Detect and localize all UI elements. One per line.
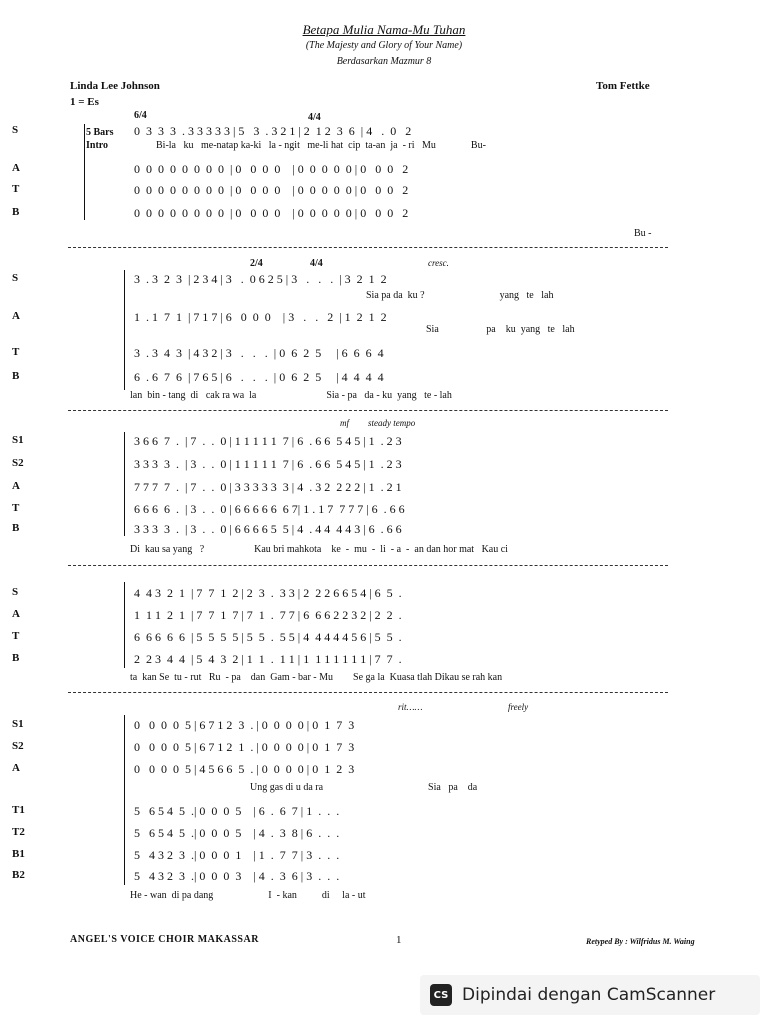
voice-label: B1: [12, 848, 25, 860]
voice-label: T: [12, 630, 20, 642]
lyricist: Linda Lee Johnson: [70, 80, 160, 92]
song-title: Betapa Mulia Nama-Mu Tuhan: [302, 22, 466, 37]
camscanner-logo-icon: CS: [430, 984, 452, 1006]
lyric-line: Ung gas di u da ra Sia pa da: [250, 782, 478, 793]
notes-line: 6 6 6 6 . | 3 . . 0 | 6 6 6 6 6 6 7| 1 . 1 7 7 7 7 | 6 . 6 6: [134, 502, 405, 516]
notes-line: 3 6 6 7 . | 7 . . 0 | 1 1 1 1 1 7 | 6 . 6 6 5 4 5 | 1 . 2 3: [134, 434, 402, 448]
system-bar: [84, 124, 85, 220]
voice-label: S1: [12, 718, 24, 730]
notes-line: 5 4 3 2 3 .| 0 0 0 1 | 1 . 7 7 | 3 . . .: [134, 848, 340, 862]
lyric-line: Bu -: [634, 228, 652, 239]
notes-line: 4 4 3 2 1 | 7 7 1 2 | 2 3 . 3 3 | 2 2 2 6 6 5 4 | 6 5 .: [134, 586, 402, 600]
system-bar: [124, 715, 125, 885]
notes-line: 7 7 7 7 . | 7 . . 0 | 3 3 3 3 3 3 | 4 . 3 2 2 2 2 | 1 . 2 1: [134, 480, 402, 494]
notes-line: 0 0 0 0 0 0 0 0 | 0 0 0 0 | 0 0 0 0 0 | 0 0 0 2: [134, 206, 409, 220]
notes-line: 3 3 3 3 . | 3 . . 0 | 6 6 6 6 5 5 | 4 . 4 4 4 4 3 | 6 . 6 6: [134, 522, 402, 536]
voice-label: S: [12, 272, 19, 284]
time-signature-2: 4/4: [310, 258, 323, 269]
voice-label: T1: [12, 804, 25, 816]
time-signature-2: 4/4: [308, 112, 321, 123]
voice-label: A: [12, 480, 20, 492]
notes-line: 5 6 5 4 5 .| 0 0 0 5 | 4 . 3 8 | 6 . . .: [134, 826, 340, 840]
lyric-line: Sia pa da ku ? yang te lah: [366, 290, 554, 301]
notes-line: 5 6 5 4 5 .| 0 0 0 5 | 6 . 6 7 | 1 . . .: [134, 804, 340, 818]
separator: [68, 692, 668, 693]
page-number: 1: [396, 934, 402, 946]
notes-line: 0 0 0 0 5 | 6 7 1 2 3 . | 0 0 0 0 | 0 1 7 3: [134, 718, 355, 732]
retyped-by: Retyped By : Wilfridus M. Waing: [586, 937, 695, 946]
voice-label: B: [12, 522, 20, 534]
system-bar: [124, 270, 125, 390]
lyric-line: Di kau sa yang ? Kau bri mahkota ke - mu - li - a - an dan hor mat Kau ci: [130, 544, 508, 555]
separator: [68, 247, 668, 248]
key-signature: 1 = Es: [70, 96, 99, 108]
notes-line: 1 1 1 2 1 | 7 7 1 7 | 7 1 . 7 7 | 6 6 6 2 2 3 2 | 2 2 .: [134, 608, 402, 622]
notes-line: 3 . 3 2 3 | 2 3 4 | 3 . 0 6 2 5 | 3 . . . | 3 2 1 2: [134, 272, 387, 286]
notes-line: 6 6 6 6 6 | 5 5 5 5 | 5 5 . 5 5 | 4 4 4 4 4 5 6 | 5 5 .: [134, 630, 402, 644]
separator: [68, 565, 668, 566]
notes-line: 6 . 6 7 6 | 7 6 5 | 6 . . . | 0 6 2 5 | 4 4 4 4: [134, 370, 384, 384]
voice-label: T: [12, 183, 20, 195]
camscanner-badge: [420, 975, 760, 1015]
lyric-line: ta kan Se tu - rut Ru - pa dan Gam - bar - Mu Se ga la Kuasa tlah Dikau se rah kan: [130, 672, 503, 683]
notes-line: 1 . 1 7 1 | 7 1 7 | 6 0 0 0 | 3 . . 2 | 1 2 1 2: [134, 310, 387, 324]
voice-label: A: [12, 162, 20, 174]
lyric-line: lan bin - tang di cak ra wa la Sia - pa da - ku yang te - lah: [130, 390, 452, 401]
cresc-mark: cresc.: [428, 258, 449, 268]
based-on: Berdasarkan Mazmur 8: [336, 56, 432, 67]
voice-label: T: [12, 502, 20, 514]
time-signature-1: 2/4: [250, 258, 263, 269]
song-subtitle: (The Majesty and Glory of Your Name): [305, 40, 463, 51]
voice-label: S2: [12, 457, 24, 469]
time-signature-1: 6/4: [134, 110, 147, 121]
lyric-line: Bi-la ku me-natap ka-ki la - ngit me-li hat cip ta-an ja - ri Mu Bu-: [156, 140, 486, 151]
voice-label: S: [12, 586, 19, 598]
intro-label: 5 Bars Intro: [86, 127, 114, 151]
notes-line: 0 0 0 0 0 0 0 0 | 0 0 0 0 | 0 0 0 0 0 | 0 0 0 2: [134, 183, 409, 197]
voice-label: T: [12, 346, 20, 358]
voice-label: B2: [12, 869, 25, 881]
notes-line: 5 4 3 2 3 .| 0 0 0 3 | 4 . 3 6 | 3 . . .: [134, 869, 340, 883]
choir-name: ANGEL'S VOICE CHOIR MAKASSAR: [70, 934, 259, 945]
notes-line: 0 0 0 0 5 | 4 5 6 6 5 . | 0 0 0 0 | 0 1 2 3: [134, 762, 355, 776]
voice-label: S1: [12, 434, 24, 446]
lyric-line: He - wan di pa dang I - kan di la - ut: [130, 890, 366, 901]
separator: [68, 410, 668, 411]
lyric-line: Sia pa ku yang te lah: [426, 324, 575, 335]
system-bar: [124, 432, 125, 536]
voice-label: T2: [12, 826, 25, 838]
notes-line: 2 2 3 4 4 | 5 4 3 2 | 1 1 . 1 1 | 1 1 1 1 1 1 1 | 7 7 .: [134, 652, 402, 666]
voice-label: A: [12, 310, 20, 322]
voice-label: A: [12, 762, 20, 774]
freely-mark: freely: [508, 702, 529, 712]
notes-line: 3 . 3 4 3 | 4 3 2 | 3 . . . | 0 6 2 5 | 6 6 6 4: [134, 346, 384, 360]
camscanner-text: Dipindai dengan CamScanner: [462, 985, 716, 1005]
voice-label: B: [12, 652, 20, 664]
tempo-mark: steady tempo: [368, 418, 416, 428]
voice-label: A: [12, 608, 20, 620]
voice-label: S: [12, 124, 19, 136]
composer: Tom Fettke: [596, 80, 650, 92]
voice-label: S2: [12, 740, 24, 752]
notes-line: 0 3 3 3 . 3 3 3 3 3 | 5 3 . 3 2 1 | 2 1 2 3 6 | 4 . 0 2: [134, 124, 412, 138]
notes-line: 0 0 0 0 5 | 6 7 1 2 1 . | 0 0 0 0 | 0 1 7 3: [134, 740, 355, 754]
rit-mark: rit……: [398, 702, 423, 712]
system-bar: [124, 582, 125, 668]
notes-line: 3 3 3 3 . | 3 . . 0 | 1 1 1 1 1 7 | 6 . 6 6 5 4 5 | 1 . 2 3: [134, 457, 402, 471]
voice-label: B: [12, 206, 20, 218]
voice-label: B: [12, 370, 20, 382]
dynamic-mark: mf: [340, 418, 349, 428]
notes-line: 0 0 0 0 0 0 0 0 | 0 0 0 0 | 0 0 0 0 0 | 0 0 0 2: [134, 162, 409, 176]
